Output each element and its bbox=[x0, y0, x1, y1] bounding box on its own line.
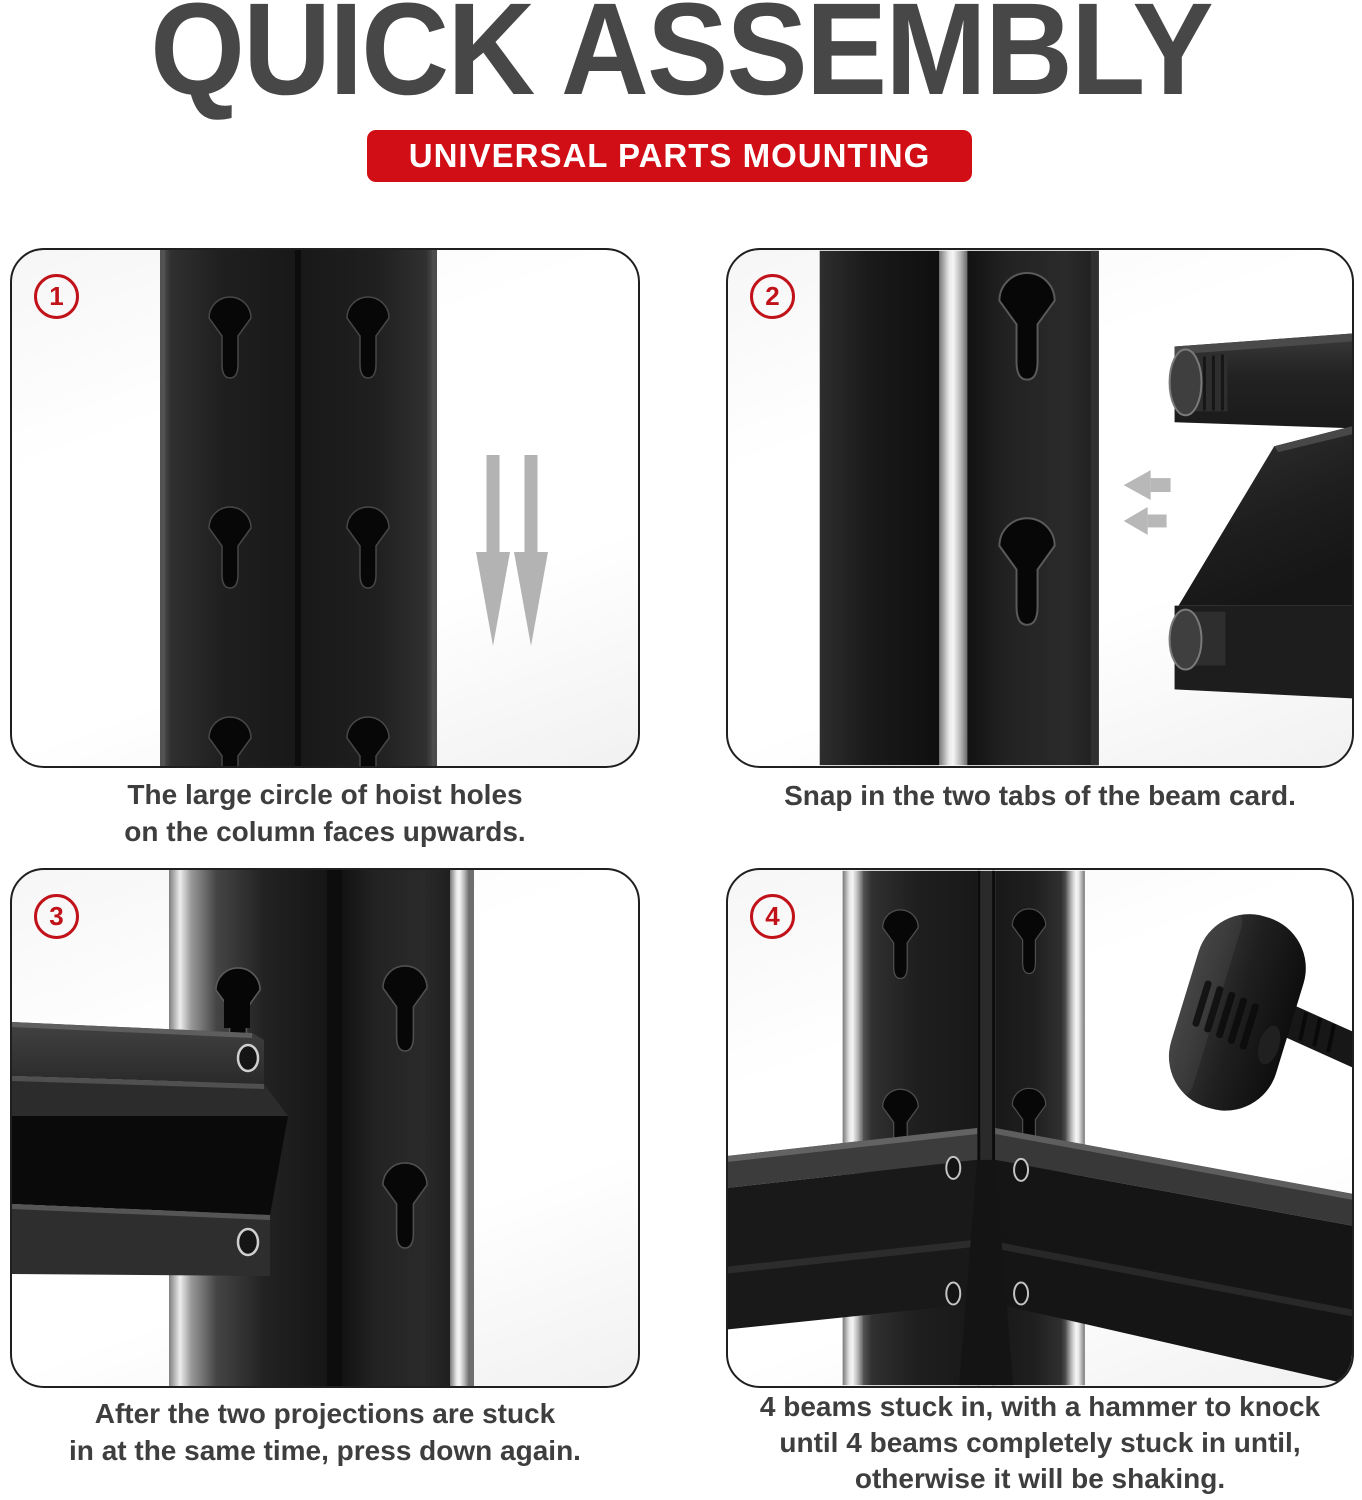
step-4-caption bbox=[726, 1389, 1354, 1497]
step-3-photo bbox=[12, 870, 638, 1386]
caption-line: in at the same time, press down again. bbox=[69, 1435, 581, 1466]
post-seam bbox=[327, 870, 342, 1386]
step-1-panel bbox=[10, 248, 640, 768]
caption-line: The large circle of hoist holes bbox=[127, 779, 523, 810]
step-number: 1 bbox=[49, 281, 64, 311]
step-3-badge bbox=[34, 894, 79, 939]
step-2-badge bbox=[750, 274, 795, 319]
upright-column bbox=[820, 251, 1099, 765]
rivet bbox=[946, 1157, 960, 1179]
step-number: 4 bbox=[765, 901, 780, 931]
banner-label: UNIVERSAL PARTS MOUNTING bbox=[408, 137, 931, 174]
double-left-arrow-icon bbox=[1124, 470, 1171, 535]
page-title: QUICK ASSEMBLY bbox=[150, 0, 1212, 122]
bottom-tab-pin bbox=[1170, 610, 1202, 670]
step-4-badge bbox=[750, 894, 795, 939]
caption-line: until 4 beams completely stuck in until, bbox=[779, 1427, 1301, 1458]
caption-line: After the two projections are stuck bbox=[94, 1398, 556, 1429]
rivet bbox=[946, 1283, 960, 1305]
step-1-badge bbox=[34, 274, 79, 319]
step-1-caption bbox=[10, 776, 640, 850]
caption-line: 4 beams stuck in, with a hammer to knock bbox=[759, 1391, 1321, 1422]
beam-card bbox=[1170, 334, 1352, 699]
step-3-panel bbox=[10, 868, 640, 1388]
step-2-panel bbox=[726, 248, 1354, 768]
step-2-caption bbox=[726, 777, 1354, 814]
banner bbox=[367, 130, 972, 182]
left-beam bbox=[728, 1128, 977, 1329]
right-post-face bbox=[342, 870, 474, 1386]
step-4-photo bbox=[728, 870, 1352, 1386]
rivet bbox=[238, 1229, 258, 1255]
mallet-icon bbox=[1156, 901, 1352, 1124]
rivet bbox=[1014, 1283, 1028, 1305]
step-2-photo bbox=[728, 250, 1352, 766]
caption-line: on the column faces upwards. bbox=[124, 816, 526, 847]
rivet bbox=[238, 1045, 258, 1071]
step-4-panel bbox=[726, 868, 1354, 1388]
inserted-beam bbox=[12, 998, 288, 1276]
step-3-caption bbox=[10, 1395, 640, 1469]
corner-post bbox=[160, 250, 437, 766]
caption-line: Snap in the two tabs of the beam card. bbox=[784, 780, 1296, 811]
beam-tab bbox=[224, 998, 250, 1028]
rivet bbox=[1014, 1159, 1028, 1181]
step-number: 2 bbox=[765, 281, 780, 311]
top-tab-pin bbox=[1170, 350, 1202, 416]
step-1-photo bbox=[12, 250, 638, 766]
step-number: 3 bbox=[49, 901, 64, 931]
caption-line: otherwise it will be shaking. bbox=[854, 1463, 1226, 1494]
double-down-arrow-icon bbox=[476, 455, 548, 646]
